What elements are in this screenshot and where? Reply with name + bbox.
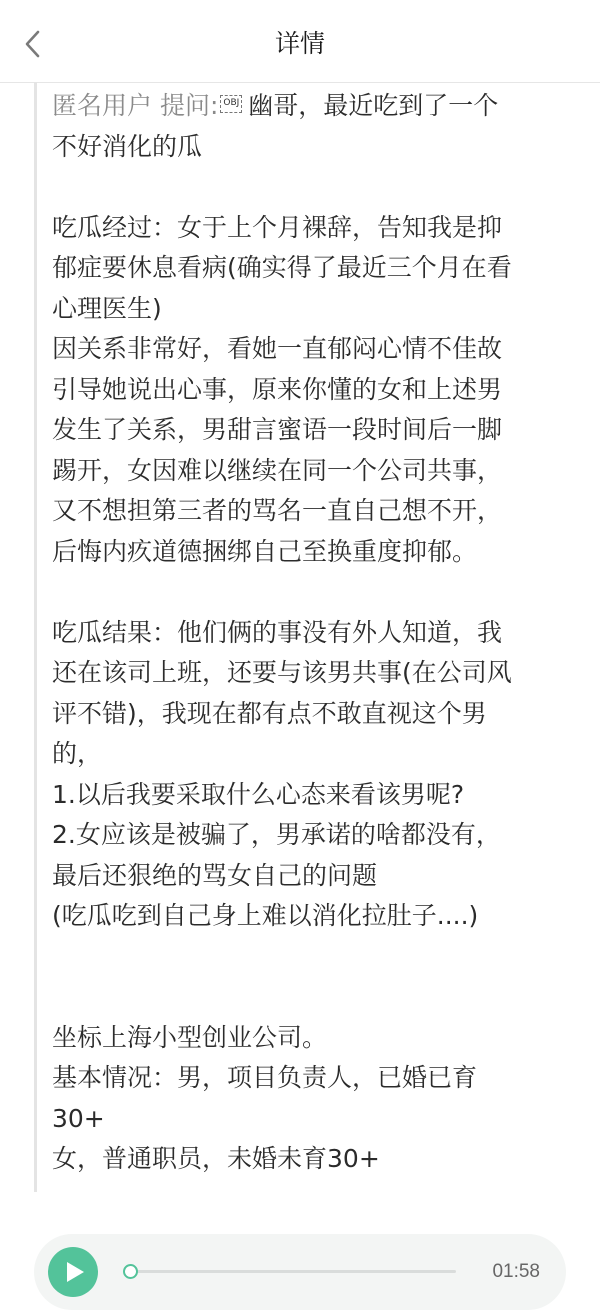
progress-track[interactable] <box>126 1270 456 1273</box>
post-line: 坐标上海小型创业公司。 <box>52 1022 328 1052</box>
post-line: 引导她说出心事，原来你懂的女和上述男 <box>52 374 503 404</box>
post-line: (吃瓜吃到自己身上难以消化拉肚子....) <box>52 901 479 930</box>
post-line: 30+ <box>52 1103 105 1133</box>
blank-line <box>52 167 563 208</box>
post-line: 最后还狠绝的骂女自己的问题 <box>52 860 378 890</box>
post-line: 评不错)，我现在都有点不敢直视这个男 <box>52 698 487 728</box>
post-line: 幽哥，最近吃到了一个 <box>248 91 499 120</box>
post-line: 后悔内疚道德捆绑自己至换重度抑郁。 <box>52 536 478 566</box>
post-line: 的， <box>52 739 103 768</box>
progress-handle[interactable] <box>123 1264 138 1279</box>
audio-duration: 01:58 <box>492 1261 540 1282</box>
top-bar <box>0 0 600 83</box>
post-line: 因关系非常好，看她一直郁闷心情不佳故 <box>52 334 503 363</box>
obj-placeholder: OBJ <box>220 95 242 113</box>
post-first-line <box>52 86 563 127</box>
post-line: 1.以后我要采取什么心态来看该男呢? <box>52 779 465 809</box>
post-content <box>34 82 577 1192</box>
post-line: 2.女应该是被骗了，男承诺的啥都没有， <box>52 820 501 849</box>
post-line: 又不想担第三者的骂名一直自己想不开， <box>52 496 503 525</box>
post-line: 吃瓜结果：他们俩的事没有外人知道，我 <box>52 617 503 647</box>
audio-player <box>34 1234 566 1310</box>
post-line: 踢开，女因难以继续在同一个公司共事， <box>52 455 503 485</box>
blank-line <box>52 977 563 1018</box>
asker-label: 匿名用户 提问: <box>52 91 219 120</box>
blank-line <box>52 937 563 978</box>
post-line: 吃瓜经过：女于上个月裸辞，告知我是抑 <box>52 212 503 242</box>
play-button[interactable] <box>48 1247 98 1297</box>
post-line: 基本情况：男，项目负责人，已婚已育 <box>52 1063 478 1092</box>
post-line: 不好消化的瓜 <box>52 131 203 161</box>
page-title: 详情 <box>274 29 325 58</box>
post-line: 发生了关系，男甜言蜜语一段时间后一脚 <box>52 415 503 444</box>
post-line: 心理医生) <box>52 293 162 323</box>
play-icon <box>65 1261 85 1283</box>
blank-line <box>52 572 563 613</box>
post-line: 还在该司上班，还要与该男共事(在公司风 <box>52 658 512 687</box>
post-line: 郁症要休息看病(确实得了最近三个月在看 <box>52 253 512 282</box>
post-line: 女，普通职员，未婚未育30+ <box>52 1144 380 1173</box>
